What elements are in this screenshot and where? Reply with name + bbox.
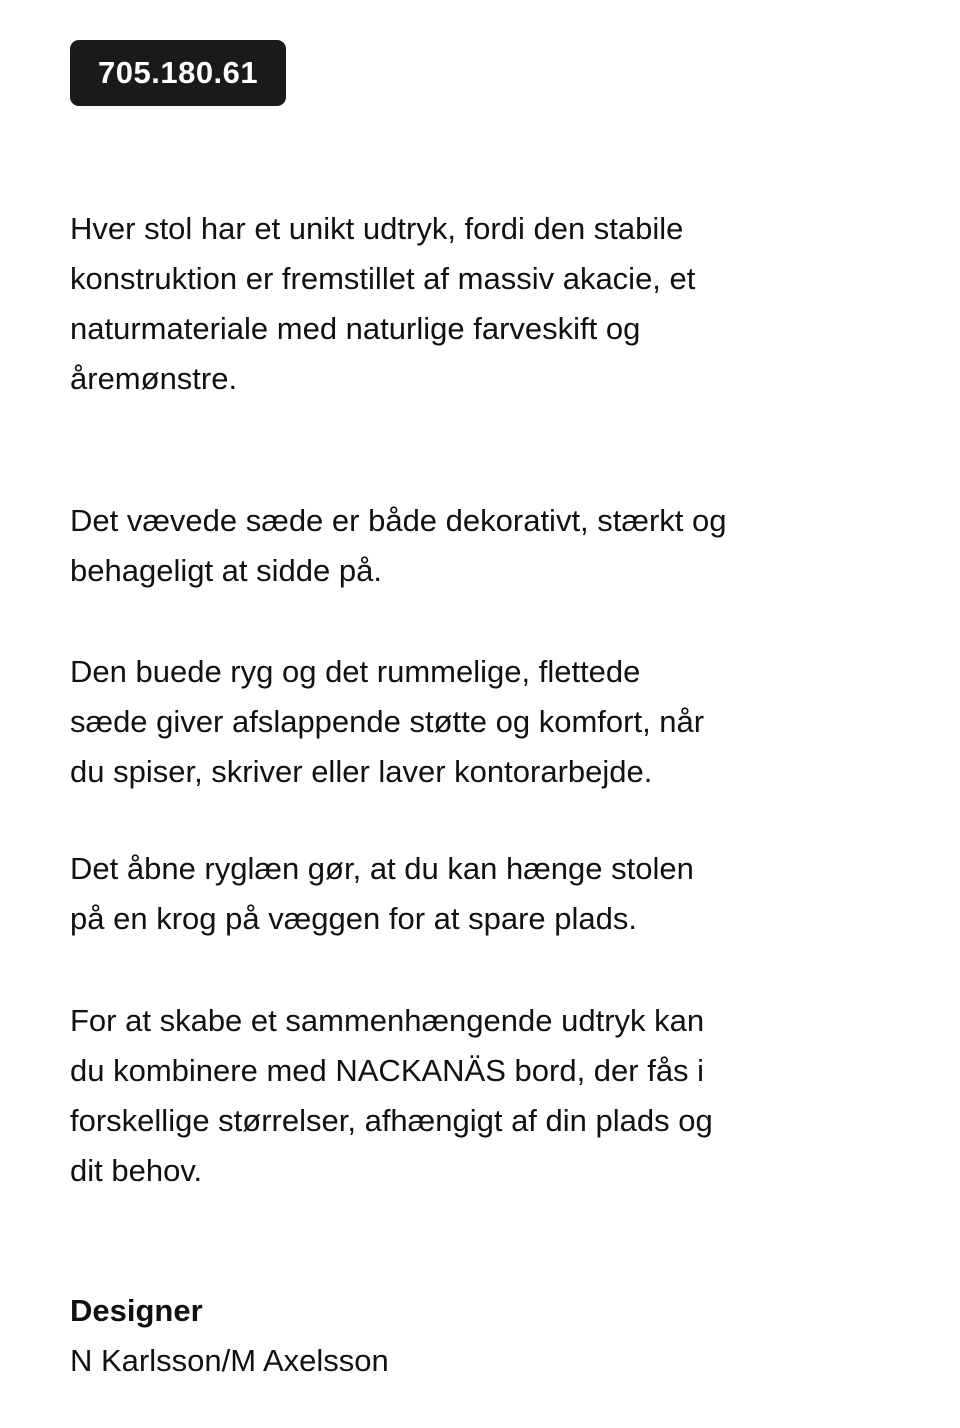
paragraph-line: på en krog på væggen for at spare plads.: [70, 901, 637, 936]
paragraph-line: dit behov.: [70, 1153, 203, 1188]
paragraph-line: behageligt at sidde på.: [70, 553, 382, 588]
paragraph-line: Det vævede sæde er både dekorativt, stærkt og: [70, 503, 727, 538]
designer-heading: Designer: [70, 1293, 203, 1328]
paragraph-line: naturmateriale med naturlige farveskift og: [70, 311, 641, 346]
paragraph-line: sæde giver afslappende støtte og komfort, når: [70, 704, 705, 739]
paragraph-line: Hver stol har et unikt udtryk, fordi den stabile: [70, 211, 684, 246]
description-paragraph-2: [70, 496, 894, 596]
description-paragraph-5: [70, 996, 894, 1196]
article-number-badge: [70, 40, 286, 106]
paragraph-line: åremønstre.: [70, 361, 238, 396]
paragraph-line: konstruktion er fremstillet af massiv akacie, et: [70, 261, 696, 296]
paragraph-line: Det åbne ryglæn gør, at du kan hænge stolen: [70, 851, 694, 886]
description-paragraph-3: [70, 647, 894, 797]
paragraph-line: du spiser, skriver eller laver kontorarbejde.: [70, 754, 653, 789]
article-number-label: 705.180.61: [98, 55, 259, 90]
paragraph-line: forskellige størrelser, afhængigt af din plads og: [70, 1103, 713, 1138]
description-paragraph-1: [70, 204, 894, 404]
paragraph-line: du kombinere med NACKANÄS bord, der fås i: [70, 1053, 705, 1088]
designer-name: N Karlsson/M Axelsson: [70, 1343, 389, 1378]
paragraph-line: Den buede ryg og det rummelige, flettede: [70, 654, 641, 689]
designer-section: [70, 1286, 894, 1386]
description-paragraph-4: [70, 844, 894, 944]
paragraph-line: For at skabe et sammenhængende udtryk kan: [70, 1003, 705, 1038]
